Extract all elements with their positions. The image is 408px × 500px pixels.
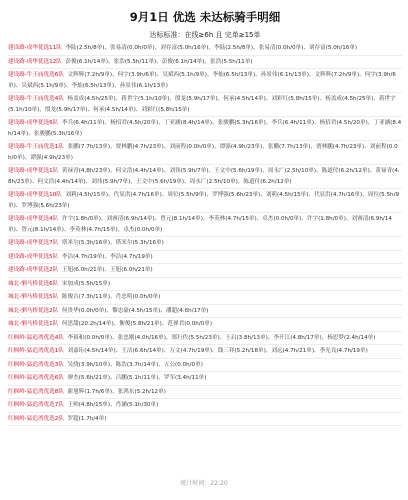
team-row <box>8 141 402 165</box>
team-name: 建设路-成华优选2队 <box>8 267 59 273</box>
team-row <box>8 42 402 56</box>
team-row <box>8 69 402 93</box>
team-name: 红枫岭-猛追湾优选4队 <box>8 334 64 341</box>
team-name: 建设路-牛王庙优选4队 <box>8 96 64 102</box>
team-name: 建设路-成华优选7队 <box>8 240 59 246</box>
team-row <box>8 399 402 413</box>
team-row <box>8 56 402 70</box>
team-name: 建设路-成华优选11队 <box>8 45 62 51</box>
rider-list: 许宇(1.8h/0单)、刘睿清(6.9h/14单)、曾元(8.1h/14单)、李英林(4.7h/15单)、卓杰(0.0h/0单)、许宇(1.8h/0单)、刘睿清(6.9h/14单)、曾元(8.1h/14单)、李英林(4.7h/15单)、卓杰(0.0h/0单) <box>8 216 392 233</box>
team-row <box>8 251 402 265</box>
rider-list: 何思甜(20.2h/14单)、衡俊(5.8h/21单)、范禅君(0.0h/0单) <box>61 321 213 327</box>
team-name: 红枫岭-猛追湾优选8队 <box>8 388 64 395</box>
team-row <box>8 117 402 141</box>
team-name: 城北-驷马桥优选1队 <box>8 321 59 327</box>
rider-list: 张鹏(7.7h/13单)、贾林鹏(4.7h/23单)、刘前程(0.0h/0单)、谭强(4.9h/23单)、张鹏(7.7h/13单)、贾林鹏(4.7h/23单)、刘前程(0.0h/0单)、谭强(4.9h/23单) <box>8 144 398 161</box>
rider-list: 廖杰(5.6h/21单)、吕鹏(5.1h/11单)、罗军(3.4h/11单) <box>67 375 207 381</box>
team-name: 红枫岭-猛追湾优选3队 <box>8 361 64 368</box>
team-row <box>8 291 402 305</box>
team-row <box>8 278 402 292</box>
footer-time: 统计时间：22:20 <box>180 480 228 487</box>
team-name: 城北-驷马桥优选6队 <box>8 280 59 287</box>
rider-list: 陈俊吉(7.3h/11单)、肖忠明(0.0h/0单) <box>61 294 161 300</box>
team-name: 建设路-牛王庙优选1队 <box>8 144 64 150</box>
team-row <box>8 386 402 400</box>
rider-list: 文辉辉(7.2h/9单)、何宇(3.9h/6单)、吴斌西(5.1h/9单)、李灿(6.5h/13单)、孙景伟(6.1h/13单)、文辉辉(7.2h/9单)、何宇(3.9h/6单)、吴斌西(5.1h/9单)、李灿(6.5h/13单)、孙景伟(6.1h/13单) <box>8 72 396 89</box>
team-name: 建设路-成华优选12队 <box>8 58 62 65</box>
rider-list: 何贵华(0.0h/0单)、黎忠豪(4.5h/15单)、潘超(4.6h/17单) <box>61 307 209 314</box>
team-name: 红枫岭-猛追湾优选2队 <box>8 415 64 422</box>
team-row <box>8 318 402 332</box>
team-row <box>8 413 402 427</box>
team-row <box>8 165 402 189</box>
rider-list: 塔米尔(5.3h/16单)、塔米尔(5.3h/16单) <box>61 240 164 246</box>
rider-list: 刘莉(4.5h/15单)、代显洪(4.7h/16单)、周位(5.5h/9单)、罗博强(5.6h/23单)、刘莉(4.5h/15单)、代显洪(4.7h/16单)、周位(5.5h/9单)、罗博强(5.6h/23单) <box>8 192 400 209</box>
rider-list: 彭俊(6.1h/14单)、张浩(5.5h/11单)、彭俊(6.1h/14单)、张浩(5.5h/11单) <box>65 58 253 65</box>
team-name: 建设路-成华优选6队 <box>8 120 59 126</box>
rider-list: 吴骁(3.9h/10单)、陈浩(3.7h/14单)、五公(0.0h/0单) <box>67 361 203 368</box>
team-row <box>8 237 402 251</box>
rider-list: 刘嘉珩(4.5h/14单)、王洁(6.6h/14单)、万文(4.7h/19单)、钱三祥(5.2h/18单)、刘远(4.7h/21单)、李光良(4.7h/19单) <box>67 348 368 354</box>
team-name: 城北-驷马桥优选5队 <box>8 294 59 300</box>
criteria-text: 达标标准：在线≥6h 且 完单≥15单 <box>149 31 261 39</box>
team-list <box>8 42 402 426</box>
rider-list: 李裕和(0.0h/0单)、张忠刚(4.0h/16单)、郑行佐(5.5h/23单)、王启(3.8h/13单)、李开江(4.8h/17单)、杨思梦(2.4h/14单) <box>67 334 376 341</box>
page-title: 9月1日 优选 未达标骑手明细 <box>129 10 281 24</box>
rider-list: 李陆(2.5h/8单)、张易清(0.0h/0单)、刘存富(5.0h/16单)、李陆(2.5h/8单)、张易清(0.0h/0单)、刘存富(5.0h/16单) <box>65 45 358 51</box>
team-name: 城北-驷马桥优选2队 <box>8 307 59 314</box>
team-name: 建设路-成华优选1队 <box>8 168 59 174</box>
rider-list: 黄禄青(4.8h/23单)、何文浩(4.4h/14单)、刘伟(5.9h/7单)、王文中(5.6h/19单)、周永广(2.5h/10单)、陈道付(6.2h/12单)、黄禄青(4.8h/23单)、何文浩(4.4h/14单)、刘伟(5.9h/7单)、王文中(5.6h/19单)、周永广(2.5h/10单)、陈道付(6.2h/12单) <box>8 168 400 185</box>
team-row <box>8 305 402 319</box>
rider-list: 李洁(4.7h/19单)、李洁(4.7h/19单) <box>61 253 153 260</box>
team-row <box>8 345 402 359</box>
team-name: 红枫岭-猛追湾优选1队 <box>8 348 64 354</box>
team-name: 红枫岭-猛追湾优选7队 <box>8 402 64 408</box>
team-name: 建设路-成华优选5队 <box>8 253 59 260</box>
team-row <box>8 93 402 117</box>
team-name: 建设路-牛王庙优选6队 <box>8 72 64 78</box>
rider-list: 新旭辉(1.7h/6单)、张鸿东(5.2h/12单) <box>67 388 166 395</box>
team-row <box>8 359 402 373</box>
team-row <box>8 213 402 237</box>
team-row <box>8 264 402 278</box>
rider-list: 宋加成(5.5h/15单) <box>61 280 111 287</box>
rider-list: 李兵(6.4h/11单)、杨招君(4.5h/20单)、丁亚涵(8.4h/14单)、张骏鹏(5.3h/16单)、李兵(6.4h/11单)、杨招君(4.5h/20单)、丁亚涵(8.4h/14单)、张骏鹏(5.3h/16单) <box>8 120 402 137</box>
rider-list: 王旭(6.0h/21单)、王旭(6.0h/21单) <box>61 267 153 273</box>
team-name: 建设路-成华优选4队 <box>8 216 59 222</box>
team-row <box>8 372 402 386</box>
team-row <box>8 189 402 213</box>
team-name: 建设路-成华优选10队 <box>8 192 62 198</box>
team-name: 红枫岭-猛追湾优选6队 <box>8 375 64 381</box>
team-row <box>8 332 402 346</box>
rider-list: 杨盖成(4.5h/25单)、蒋世宇(5.1h/10单)、殷龙(5.9h/17单)、何承(4.5h/14单)、刘彩红(5.8h/15单)、杨盖成(4.5h/25单)、蒋世宇(5.1h/10单)、殷龙(5.9h/17单)、何承(4.5h/14单)、刘彩红(5.8h/15单) <box>8 96 396 113</box>
rider-list: 罗超(1.7h/4单) <box>67 415 107 422</box>
rider-list: 王帅(4.8h/15单)、肖涵(5.1h/30单) <box>67 402 159 408</box>
